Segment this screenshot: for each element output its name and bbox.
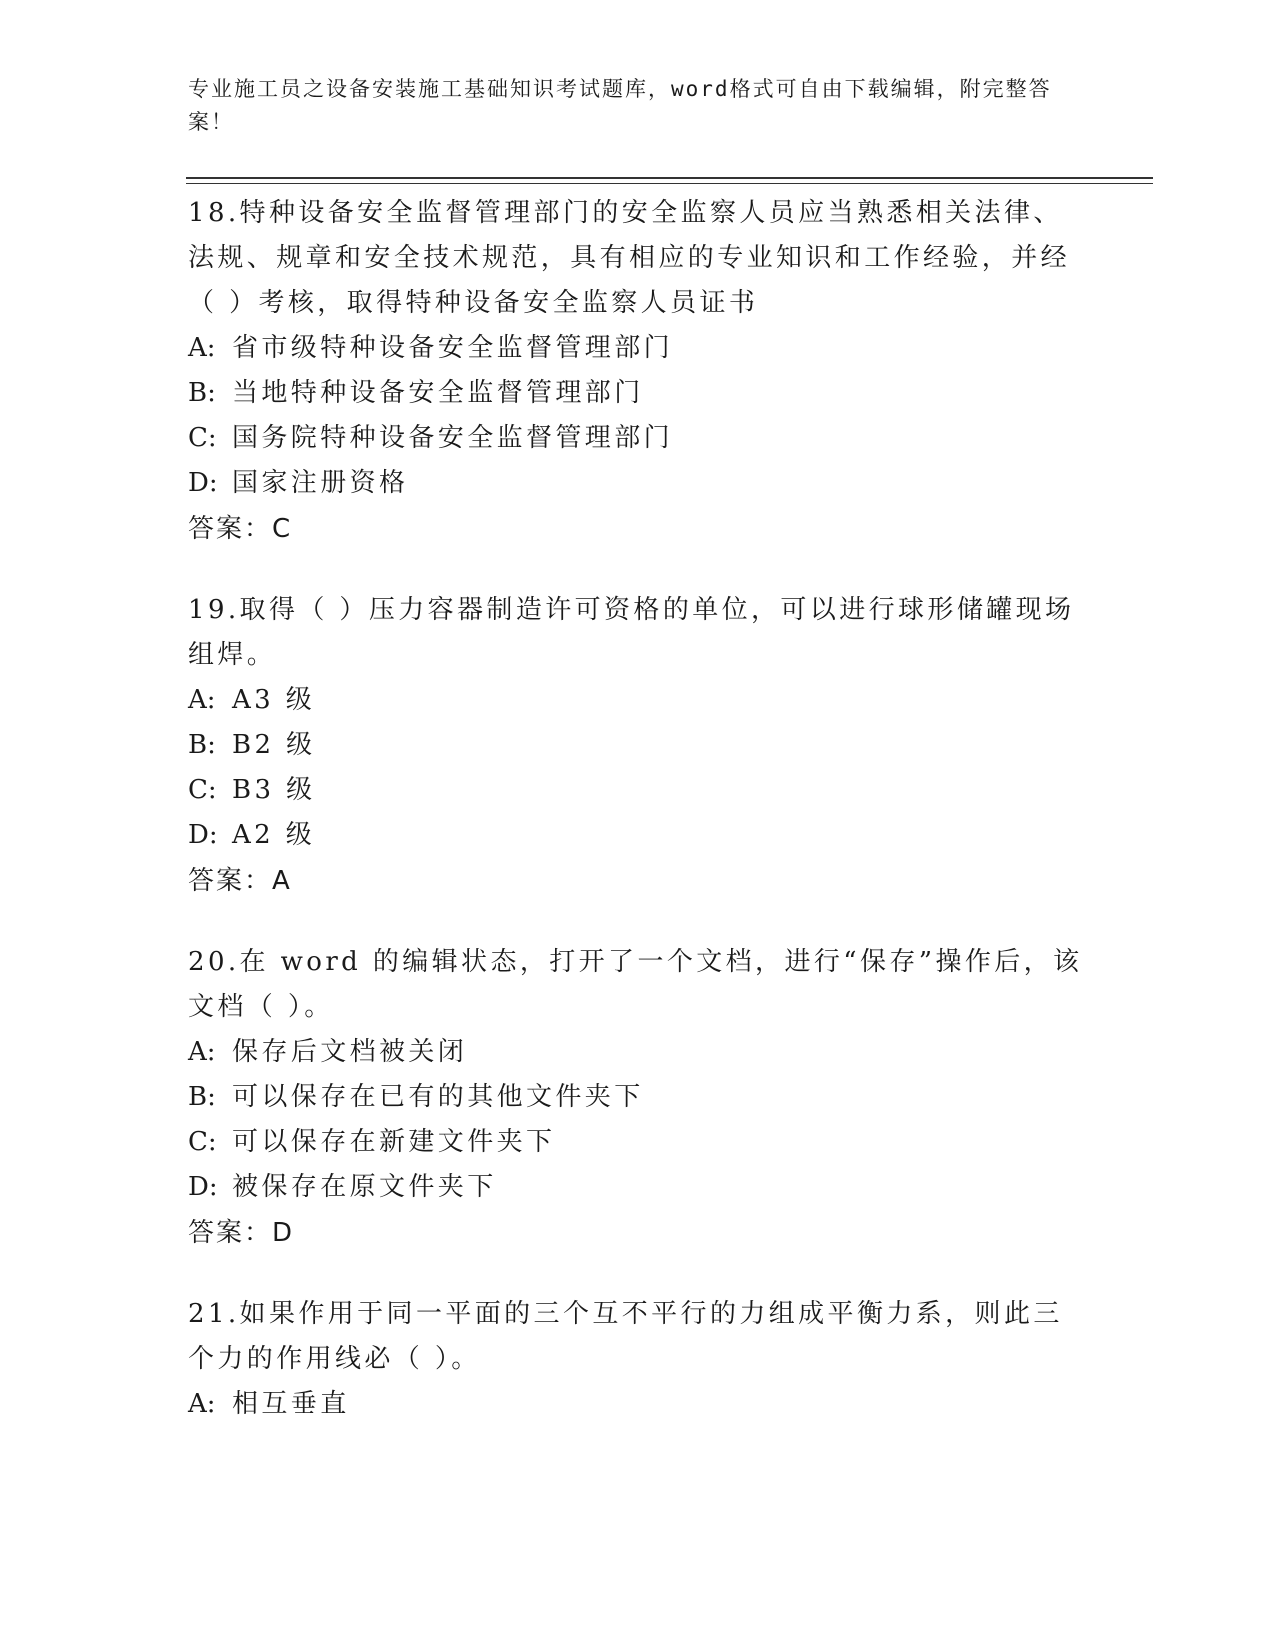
- option-a: [188, 1030, 1088, 1075]
- option-a: [188, 1382, 1088, 1427]
- option-text: A3 级: [232, 685, 316, 715]
- option-letter: B:: [188, 1082, 216, 1112]
- option-a: [188, 326, 1088, 371]
- option-text: 国务院特种设备安全监督管理部门: [232, 423, 674, 453]
- question-stem: 19.取得（ ）压力容器制造许可资格的单位，可以进行球形储罐现场组焊。: [188, 595, 1075, 670]
- question-stem: 21.如果作用于同一平面的三个互不平行的力组成平衡力系，则此三个力的作用线必（ ）。: [188, 1299, 1063, 1374]
- option-letter: A:: [188, 685, 216, 715]
- option-text: B2 级: [232, 730, 316, 760]
- option-b: [188, 723, 1088, 768]
- option-letter: A:: [188, 1389, 216, 1419]
- option-c: [188, 416, 1088, 461]
- question-19: [188, 588, 1088, 904]
- header-divider-thin: [186, 183, 1153, 184]
- option-text: 国家注册资格: [232, 468, 409, 498]
- option-text: 可以保存在新建文件夹下: [232, 1127, 556, 1157]
- option-letter: C:: [188, 1127, 217, 1157]
- option-text: 省市级特种设备安全监督管理部门: [232, 333, 674, 363]
- option-letter: C:: [188, 775, 217, 805]
- option-b: [188, 1075, 1088, 1120]
- option-text: 相互垂直: [232, 1389, 350, 1419]
- question-stem: 20.在 word 的编辑状态，打开了一个文档，进行“保存”操作后，该文档（ ）。: [188, 947, 1083, 1022]
- option-text: 被保存在原文件夹下: [232, 1172, 497, 1202]
- option-text: B3 级: [232, 775, 316, 805]
- option-c: [188, 1120, 1088, 1165]
- option-letter: D:: [188, 820, 218, 850]
- option-letter: A:: [188, 333, 216, 363]
- option-letter: A:: [188, 1037, 216, 1067]
- option-d: [188, 1165, 1088, 1210]
- answer-line: 答案：A: [188, 866, 292, 896]
- option-text: 可以保存在已有的其他文件夹下: [232, 1082, 644, 1112]
- question-20: [188, 940, 1088, 1256]
- option-letter: B:: [188, 730, 216, 760]
- option-letter: B:: [188, 378, 216, 408]
- option-c: [188, 768, 1088, 813]
- question-stem: 18.特种设备安全监督管理部门的安全监察人员应当熟悉相关法律、法规、规章和安全技术规范，具有相应的专业知识和工作经验，并经（ ）考核，取得特种设备安全监察人员证书: [188, 198, 1071, 318]
- question-18: [188, 191, 1088, 552]
- option-a: [188, 678, 1088, 723]
- option-d: [188, 813, 1088, 858]
- option-letter: D:: [188, 468, 218, 498]
- header-divider-thick: [186, 177, 1153, 179]
- document-header: 专业施工员之设备安装施工基础知识考试题库，word格式可自由下载编辑，附完整答案！: [188, 77, 1052, 134]
- question-21: [188, 1292, 1088, 1427]
- option-text: A2 级: [232, 820, 316, 850]
- option-text: 保存后文档被关闭: [232, 1037, 468, 1067]
- option-b: [188, 371, 1088, 416]
- option-text: 当地特种设备安全监督管理部门: [232, 378, 644, 408]
- answer-line: 答案：C: [188, 514, 293, 544]
- option-letter: C:: [188, 423, 217, 453]
- answer-line: 答案：D: [188, 1218, 295, 1248]
- question-list: [188, 191, 1088, 1463]
- option-d: [188, 461, 1088, 506]
- option-letter: D:: [188, 1172, 218, 1202]
